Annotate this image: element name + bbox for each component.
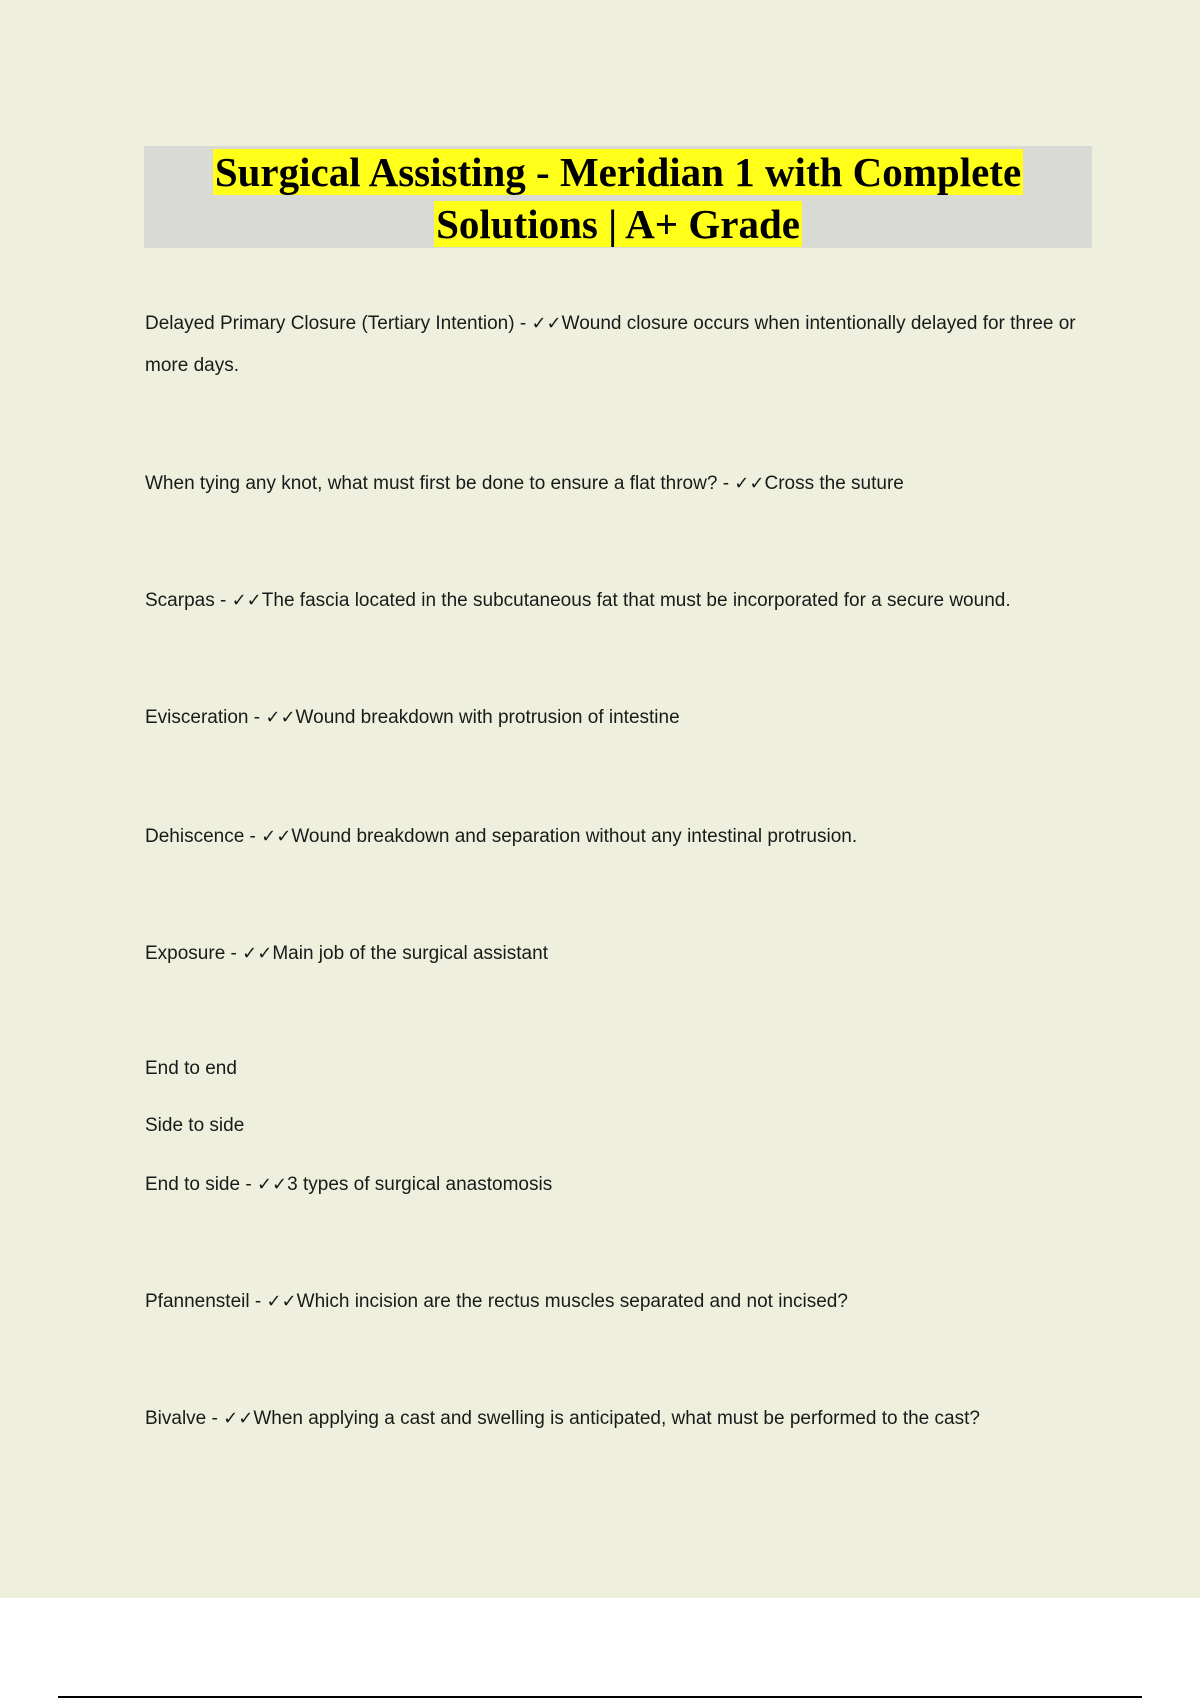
qa-answer: The fascia located in the subcutaneous fat that must be incorporated for a secure wound.: [261, 590, 1011, 611]
check-mark-icon: ✓✓: [265, 707, 296, 728]
page-divider: [58, 1696, 1142, 1698]
qa-term: When tying any knot, what must first be done to ensure a flat throw? -: [145, 473, 735, 494]
qa-answer: Main job of the surgical assistant: [272, 943, 548, 964]
check-mark-icon: ✓✓: [531, 313, 562, 334]
qa-answer: Cross the suture: [764, 473, 904, 494]
qa-term: Delayed Primary Closure (Tertiary Intention) -: [145, 313, 532, 334]
qa-term: Bivalve -: [145, 1408, 224, 1429]
qa-answer: When applying a cast and swelling is anticipated, what must be performed to the cast?: [253, 1408, 980, 1429]
check-mark-icon: ✓✓: [242, 943, 273, 964]
document-title: [144, 146, 1092, 250]
qa-answer: 3 types of surgical anastomosis: [287, 1174, 553, 1195]
check-mark-icon: ✓✓: [266, 1291, 297, 1312]
qa-answer: Wound closure occurs when intentionally delayed for three or more days.: [145, 313, 1076, 376]
qa-entry: [145, 1408, 980, 1430]
qa-term: Dehiscence -: [145, 826, 262, 847]
check-mark-icon: ✓✓: [223, 1408, 254, 1429]
qa-entry: [145, 707, 680, 729]
title-banner: [144, 146, 1092, 248]
qa-entry: [145, 826, 857, 848]
qa-term: Evisceration -: [145, 707, 266, 728]
qa-entry: [145, 473, 904, 495]
check-mark-icon: ✓✓: [256, 1174, 288, 1195]
qa-term: Scarpas -: [145, 590, 232, 611]
title-line-1: Surgical Assisting - Meridian 1 with Complete: [214, 149, 1022, 195]
check-mark-icon: ✓✓: [231, 590, 262, 611]
qa-term: End to side -: [145, 1174, 257, 1195]
check-mark-icon: ✓✓: [734, 473, 765, 494]
qa-entry: [145, 943, 548, 965]
qa-entry-line: Side to side: [145, 1115, 245, 1136]
qa-entry: [145, 303, 1085, 387]
qa-term: Pfannensteil -: [145, 1291, 267, 1312]
qa-entry: [145, 1174, 552, 1196]
qa-entry-line: End to end: [145, 1058, 237, 1079]
qa-entry: [145, 590, 1011, 612]
check-mark-icon: ✓✓: [261, 826, 292, 847]
title-line-2: Solutions | A+ Grade: [436, 201, 800, 247]
qa-entry: [145, 1291, 848, 1313]
qa-answer: Wound breakdown and separation without any intestinal protrusion.: [291, 826, 858, 847]
qa-answer: Wound breakdown with protrusion of intestine: [295, 707, 680, 728]
qa-term: Exposure -: [145, 943, 243, 964]
qa-answer: Which incision are the rectus muscles separated and not incised?: [296, 1291, 848, 1312]
